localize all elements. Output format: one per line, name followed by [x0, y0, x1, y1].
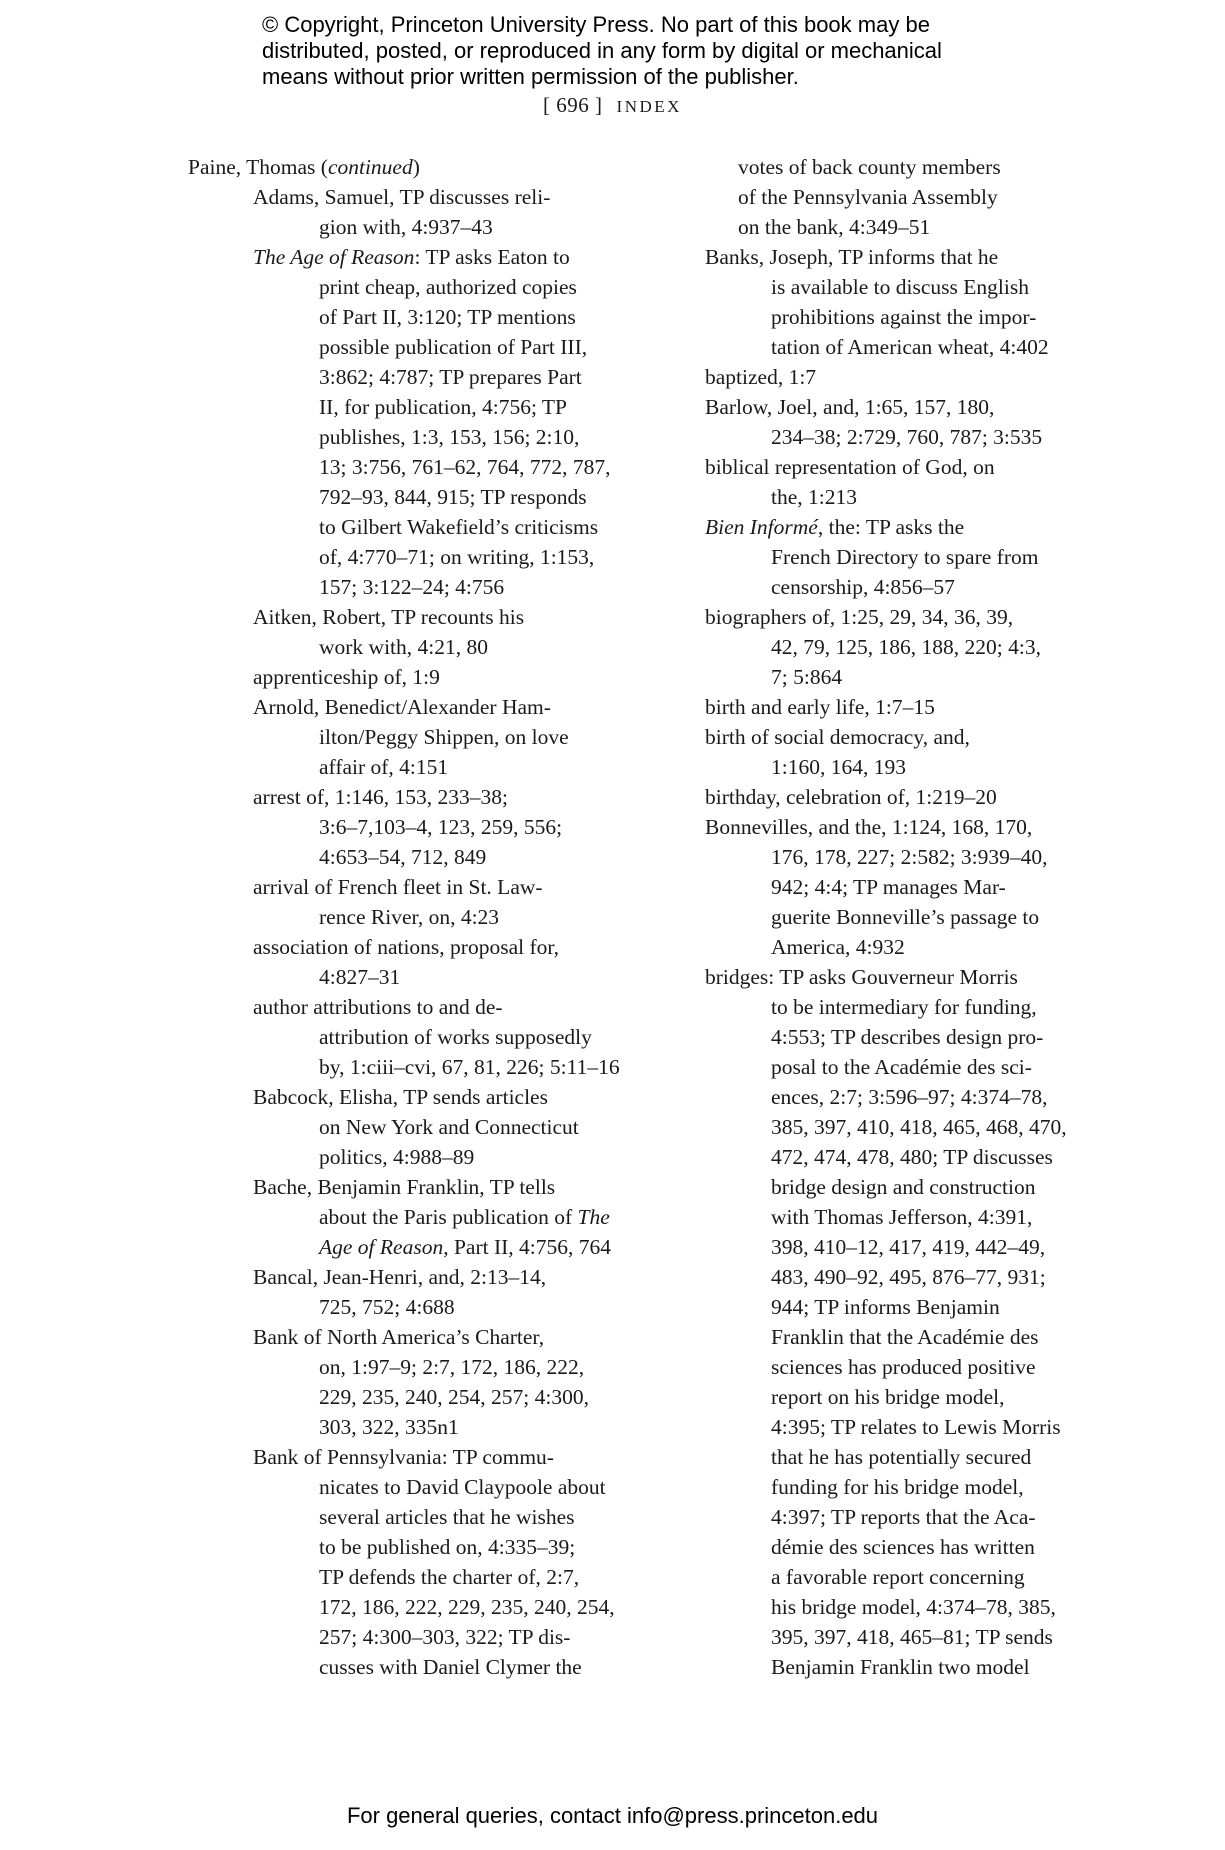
index-entry: Adams, Samuel, TP discusses reli- gion with, 4:937–43 [253, 185, 551, 239]
index-entry: apprenticeship of, 1:9 [253, 665, 440, 689]
index-entry: Bancal, Jean-Henri, and, 2:13–14, 725, 752; 4:688 [253, 1265, 547, 1319]
index-entry: Babcock, Elisha, TP sends articles on New York and Connecticut politics, 4:988–89 [253, 1085, 579, 1169]
index-entry: birth of social democracy, and, 1:160, 164, 193 [705, 725, 970, 779]
index-entry: Bien Informé, the: TP asks the French Directory to spare from censorship, 4:856–57 [705, 515, 1039, 599]
index-entry: Barlow, Joel, and, 1:65, 157, 180, 234–38; 2:729, 760, 787; 3:535 [705, 395, 1043, 449]
index-entry: Bank of North America’s Charter, on, 1:97–9; 2:7, 172, 186, 222, 229, 235, 240, 254, 257; 4:300, 303, 322, 335n1 [253, 1325, 589, 1439]
index-entry: birthday, celebration of, 1:219–20 [705, 785, 997, 809]
index-entry: The Age of Reason: TP asks Eaton to print cheap, authorized copies of Part II, 3:120; TP mentions possible publication of Part III, 3:862; 4:787; TP prepares Part II, for publication, 4:756; TP publishes, 1:3, 153, 156; 2:10, 13; 3:756, 761–62, 764, 772, 787, 792–93, 844, 915; TP responds to Gilbert Wakefield’s criticisms of, 4:770–71; on writing, 1:153, 157; 3:122–24; 4:756 [253, 245, 611, 599]
index-entry: Arnold, Benedict/Alexander Ham- ilton/Peggy Shippen, on love affair of, 4:151 [253, 695, 569, 779]
index-entry: Bonnevilles, and the, 1:124, 168, 170, 176, 178, 227; 2:582; 3:939–40, 942; 4:4; TP manages Mar- guerite Bonneville’s passage to America, 4:932 [705, 815, 1048, 959]
index-entry: arrest of, 1:146, 153, 233–38; 3:6–7,103–4, 123, 259, 556; 4:653–54, 712, 849 [253, 785, 563, 869]
running-title: INDEX [616, 97, 682, 116]
index-entry: biographers of, 1:25, 29, 34, 36, 39, 42, 79, 125, 186, 188, 220; 4:3, 7; 5:864 [705, 605, 1041, 689]
index-entry: association of nations, proposal for, 4:827–31 [253, 935, 560, 989]
index-entry: Bank of Pennsylvania: TP commu- nicates to David Claypoole about several articles that he wishes to be published on, 4:335–39; TP defends the charter of, 2:7, 172, 186, 222, 229, 235, 240, 254, 257; 4:300–303, 322; TP dis- cusses with Daniel Clymer the [253, 1445, 615, 1679]
index-entry: Aitken, Robert, TP recounts his work with, 4:21, 80 [253, 605, 525, 659]
copyright-notice [262, 12, 1082, 90]
footer-contact: For general queries, contact info@press.princeton.edu [346, 1803, 879, 1828]
index-entry-continuation: votes of back county members of the Pennsylvania Assembly on the bank, 4:349–51 [738, 155, 1001, 239]
page-number: [ 696 ] [543, 93, 603, 117]
index-entry: Banks, Joseph, TP informs that he is available to discuss English prohibitions against the impor- tation of American wheat, 4:402 [705, 245, 1049, 359]
index-entry: birth and early life, 1:7–15 [705, 695, 935, 719]
index-entry: biblical representation of God, on the, 1:213 [705, 455, 995, 509]
copyright-line: distributed, posted, or reproduced in any form by digital or mechanical [262, 38, 942, 63]
copyright-line: means without prior written permission of the publisher. [262, 64, 799, 89]
index-heading: Paine, Thomas (continued) [188, 155, 420, 179]
copyright-line: © Copyright, Princeton University Press. No part of this book may be [262, 12, 930, 37]
index-entry: baptized, 1:7 [705, 365, 817, 389]
index-entry: author attributions to and de- attribution of works supposedly by, 1:ciii–cvi, 67, 81, 226; 5:11–16 [253, 995, 620, 1079]
index-entry: bridges: TP asks Gouverneur Morris to be intermediary for funding, 4:553; TP describes design pro- posal to the Académie des sci- ences, 2:7; 3:596–97; 4:374–78, 385, 397, 410, 418, 465, 468, 470, 472, 474, 478, 480; TP discusses bridge design and construction with Thomas Jefferson, 4:391, 398, 410–12, 417, 419, 442–49, 483, 490–92, 495, 876–77, 931; 944; TP informs Benjamin Franklin that the Académie des sciences has produced positive report on his bridge model, 4:395; TP relates to Lewis Morris that he has potentially secured funding for his bridge model, 4:397; TP reports that the Aca- démie des sciences has written a favorable report concerning his bridge model, 4:374–78, 385, 395, 397, 418, 465–81; TP sends Benjamin Franklin two model [705, 965, 1067, 1679]
index-entry: arrival of French fleet in St. Law- rence River, on, 4:23 [253, 875, 543, 929]
running-head [0, 93, 1225, 118]
index-column-right [705, 152, 1067, 1682]
index-entry: Bache, Benjamin Franklin, TP tells about the Paris publication of The Age of Reason, Part II, 4:756, 764 [253, 1175, 612, 1259]
index-column-left [188, 152, 620, 1682]
